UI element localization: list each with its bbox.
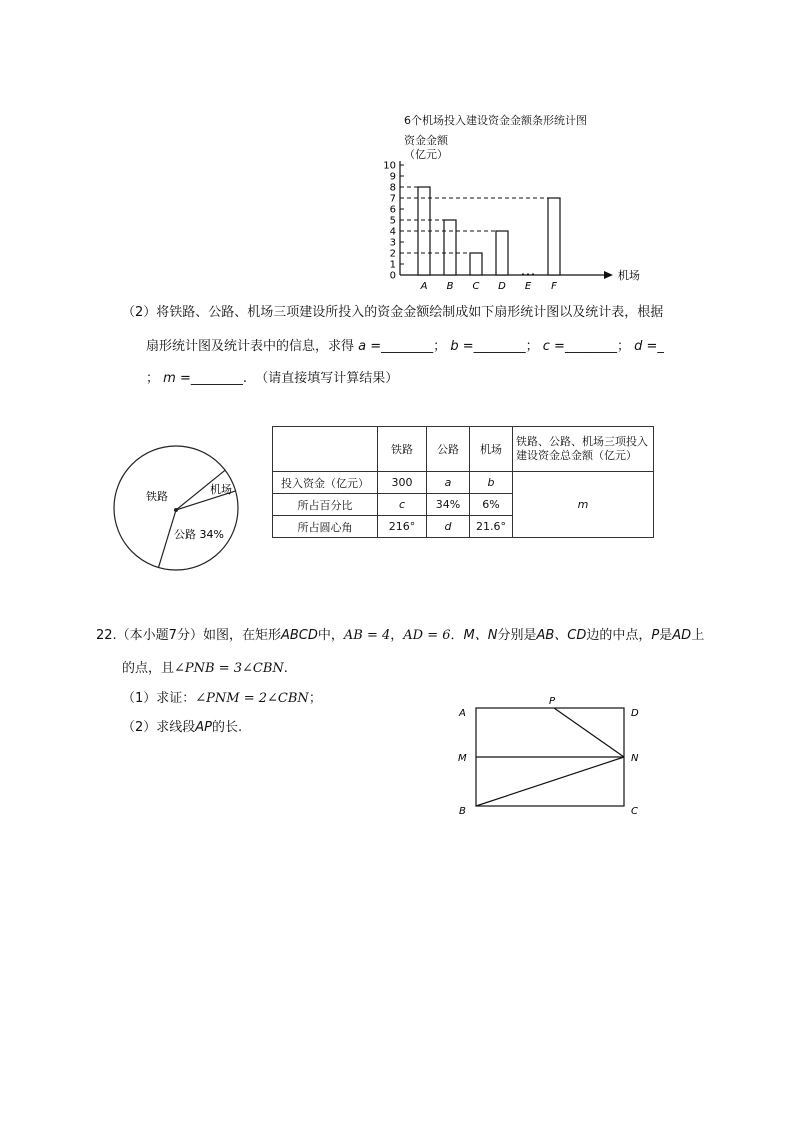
label-N: N: [631, 753, 639, 764]
q22-condition: ∠PNB = 3∠CBN: [174, 661, 284, 676]
table-cell: 所占百分比: [273, 494, 378, 516]
y-tick-label: 10: [383, 160, 396, 172]
label-C: C: [631, 806, 638, 817]
y-tick-label: 8: [389, 182, 396, 194]
table-cell: c: [378, 494, 427, 516]
table-header-airport: 机场: [470, 427, 513, 472]
bar-chart-ylabel: 资金金额: [404, 134, 448, 147]
q22-line2: [122, 660, 288, 678]
label-A: A: [459, 708, 466, 719]
table-cell: b: [470, 472, 513, 494]
q2-line1: （2）将铁路、公路、机场三项建设所投入的资金金额绘制成如下扇形统计图以及统计表，根据: [122, 305, 664, 320]
category-label: F: [551, 281, 557, 292]
table-cell: 300: [378, 472, 427, 494]
var-d: d: [634, 339, 643, 354]
q22-mid3: 边的中点，: [586, 628, 652, 643]
q22-part2-a: （2）求线段: [122, 720, 196, 735]
q22-ab: AB = 4: [343, 628, 391, 643]
blank-d-start[interactable]: _: [657, 339, 664, 354]
q22-sides: AB、CD: [536, 628, 587, 643]
category-label: C: [472, 281, 480, 292]
bar-chart-title: 6个机场投入建设资金金额条形统计图: [404, 114, 587, 127]
q22-part2: [122, 719, 242, 737]
table-header-total: 铁路、公路、机场三项投入建设资金总金额（亿元）: [513, 427, 654, 472]
pie-label-airport: 机场: [210, 483, 232, 496]
eq-b: =: [458, 339, 474, 354]
rectangle-figure: [450, 690, 650, 820]
sep-a: ；: [433, 339, 447, 354]
y-tick-label: 9: [389, 171, 396, 183]
y-tick-label: 6: [389, 204, 396, 216]
eq-c: =: [549, 339, 565, 354]
q22-mid2: 分别是: [497, 628, 537, 643]
q22-part2-b: 的长.: [212, 720, 243, 735]
category-label: A: [420, 281, 428, 292]
var-m: m: [163, 371, 176, 386]
var-a: a: [358, 339, 367, 354]
var-b: b: [450, 339, 459, 354]
q22-part2-seg: AP: [195, 720, 213, 735]
y-tick-label: 3: [389, 237, 396, 249]
y-tick-label: 7: [389, 193, 396, 205]
y-tick-label: 2: [389, 248, 396, 260]
sep-m: ；: [146, 371, 160, 386]
eq-m: =: [175, 371, 191, 386]
blank-b[interactable]: ________: [473, 339, 526, 354]
bar-chart: [370, 150, 650, 295]
blank-m[interactable]: ________: [190, 371, 243, 386]
q22-part1: [122, 690, 322, 708]
category-label: D: [498, 281, 506, 292]
q2-line2: [146, 338, 664, 356]
q22-line1: [96, 627, 704, 645]
var-c: c: [542, 339, 550, 354]
x-axis-label: 机场: [618, 269, 640, 282]
label-D: D: [631, 708, 639, 719]
bar-chart-ylabel-unit: （亿元）: [404, 148, 448, 161]
q22-rect: ABCD: [280, 628, 318, 643]
category-label: B: [446, 281, 454, 292]
q22-comma: ，: [390, 628, 404, 643]
y-tick-label: 1: [389, 259, 396, 271]
q22-part1-expr: ∠PNM = 2∠CBN: [195, 691, 309, 706]
q22-line2-text: 的点，且: [122, 661, 175, 676]
q22-p: P: [651, 628, 660, 643]
eq-d: =: [642, 339, 658, 354]
q22-ad: AD = 6: [403, 628, 451, 643]
blank-c[interactable]: ________: [564, 339, 617, 354]
sep-b: ；: [525, 339, 539, 354]
y-tick-label: 0: [389, 270, 396, 282]
table-cell: d: [427, 516, 470, 538]
q2-period: .: [242, 371, 247, 386]
bar: [470, 253, 482, 275]
pie-chart: [110, 440, 250, 580]
q22-dot: ．: [450, 628, 464, 643]
table-cell: 21.6°: [470, 516, 513, 538]
label-B: B: [459, 806, 466, 817]
x-axis-arrow: [604, 271, 613, 279]
sep-c: ；: [616, 339, 630, 354]
category-label: E: [524, 281, 532, 292]
q22-mid4: 是: [659, 628, 673, 643]
table-header-row: [273, 427, 654, 472]
pie-label-railway: 铁路: [146, 490, 168, 503]
label-P: P: [549, 696, 556, 707]
eq-a: =: [366, 339, 382, 354]
table-header-empty: [273, 427, 378, 472]
bar: [548, 198, 560, 275]
table-header-railway: 铁路: [378, 427, 427, 472]
y-tick-label: 5: [389, 215, 396, 227]
table-cell: 投入资金（亿元）: [273, 472, 378, 494]
q22-part1-label: （1）求证：: [122, 691, 196, 706]
table-row: [273, 472, 654, 494]
bar: [444, 220, 456, 275]
q22-mid1: 中，: [317, 628, 344, 643]
label-M: M: [458, 753, 467, 764]
q22-line2-end: .: [283, 661, 288, 676]
y-tick-label: 4: [389, 226, 396, 238]
q22-prefix: 22.（本小题7分）如图，在矩形: [96, 628, 281, 643]
q2-line3: [146, 370, 398, 388]
pie-label-road: 公路 34%: [174, 528, 224, 541]
table-cell: 6%: [470, 494, 513, 516]
table-cell: 所占圆心角: [273, 516, 378, 538]
table-cell: 34%: [427, 494, 470, 516]
pie-center: [174, 508, 178, 512]
q22-part1-end: ；: [308, 691, 322, 706]
q2-note: （请直接填写计算结果）: [255, 371, 399, 386]
q22-adseg: AD: [672, 628, 692, 643]
table-cell: a: [427, 472, 470, 494]
segment-pn: [554, 708, 624, 757]
q2-line2-text: 扇形统计图及统计表中的信息，求得: [146, 339, 355, 354]
table-cell: 216°: [378, 516, 427, 538]
stats-table: [272, 426, 654, 538]
table-total-cell: m: [513, 472, 654, 538]
table-header-road: 公路: [427, 427, 470, 472]
blank-a[interactable]: ________: [381, 339, 434, 354]
q22-mid5: 上: [691, 628, 705, 643]
bar: [496, 231, 508, 275]
segment-bn: [476, 757, 624, 806]
q22-mn: M、N: [463, 628, 498, 643]
